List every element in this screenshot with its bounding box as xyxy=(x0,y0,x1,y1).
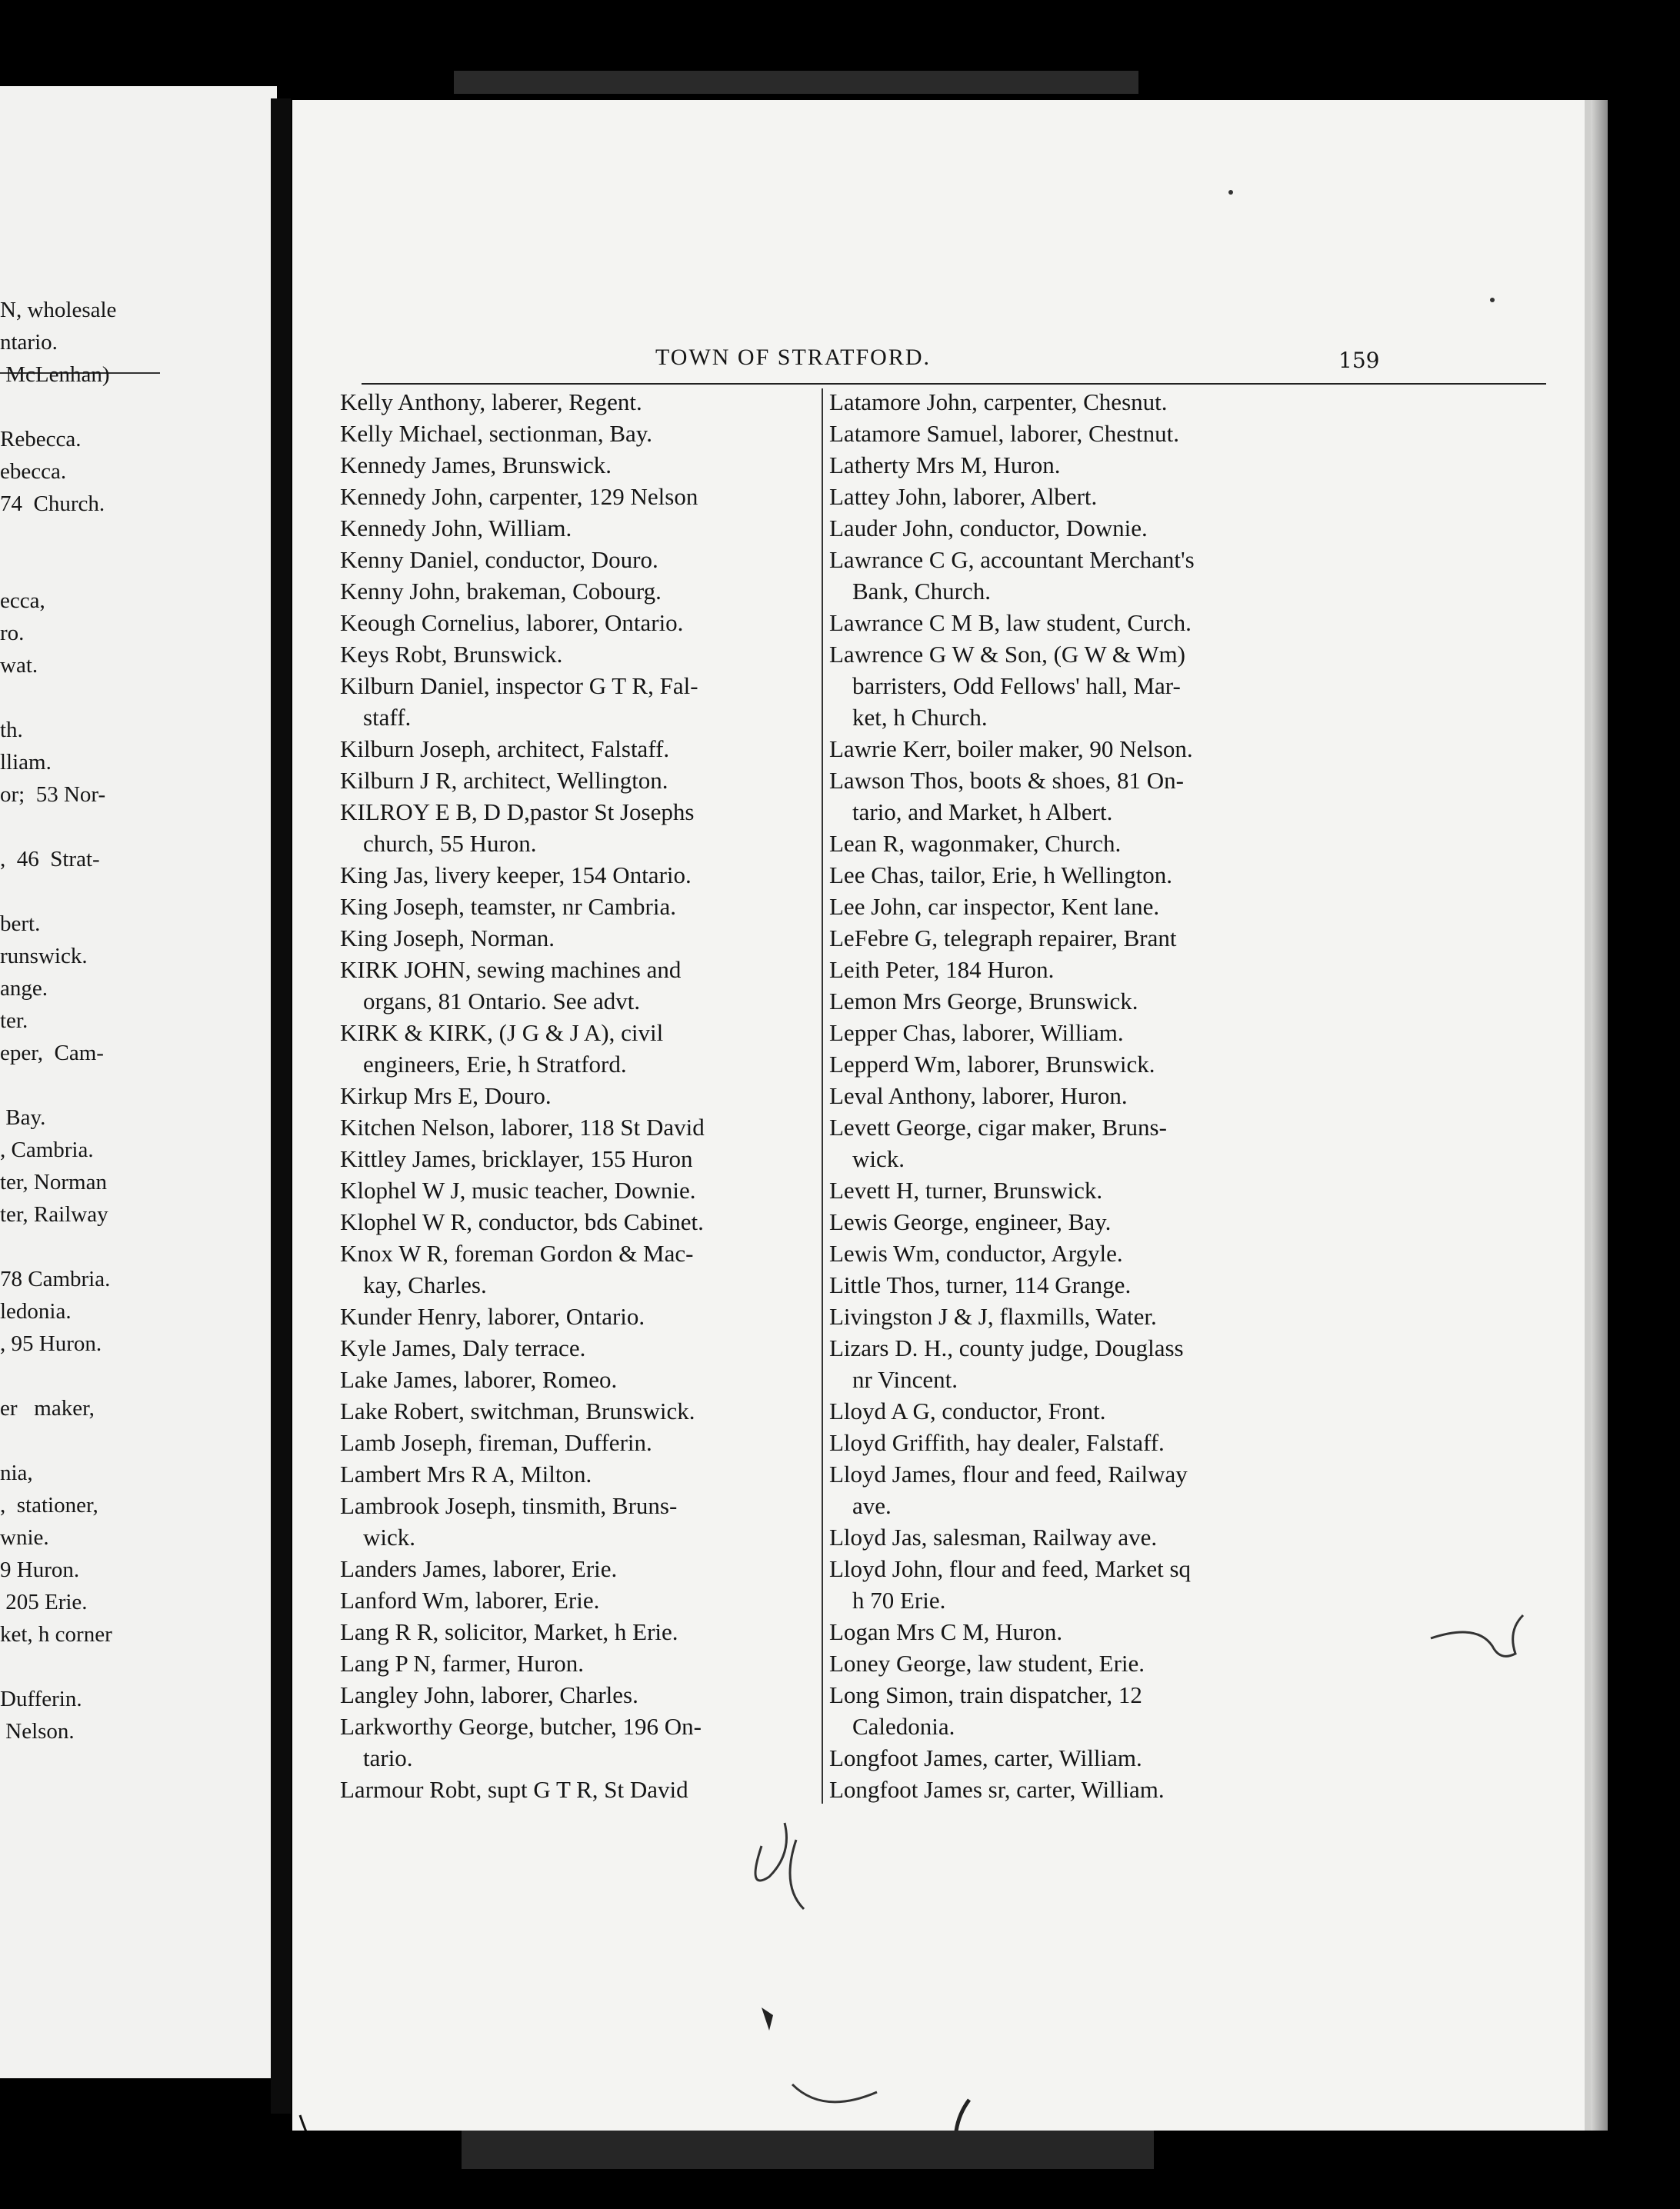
entry-continuation: tario. xyxy=(363,1744,413,1771)
entry-line: KILROY E B, D D,pastor St Josephs xyxy=(340,798,695,825)
entry-line: Lloyd James, flour and feed, Railway xyxy=(829,1461,1188,1488)
left-page-fragment-line: lliam. xyxy=(0,750,52,775)
entry-line: Kilburn Daniel, inspector G T R, Fal- xyxy=(340,672,698,699)
entry-line: Lewis Wm, conductor, Argyle. xyxy=(829,1240,1123,1267)
page-title: TOWN OF STRATFORD. xyxy=(655,345,931,370)
entry-line: Latherty Mrs M, Huron. xyxy=(829,451,1061,478)
entry-line: Little Thos, turner, 114 Grange. xyxy=(829,1271,1132,1298)
left-page-fragment-line: ro. xyxy=(0,621,25,645)
left-page-fragment-line: McLenhan) xyxy=(0,362,110,387)
scan-marks xyxy=(292,100,1608,2131)
entry-line: Leval Anthony, laborer, Huron. xyxy=(829,1082,1128,1109)
entry-line: Lauder John, conductor, Downie. xyxy=(829,515,1148,541)
entry-line: Lambrook Joseph, tinsmith, Bruns- xyxy=(340,1492,678,1519)
left-page-fragment-line: Bay. xyxy=(0,1105,46,1130)
left-page-fragment-line: er maker, xyxy=(0,1396,95,1421)
left-page-fragment-line: ter, Railway xyxy=(0,1202,108,1227)
entry-line: Levett H, turner, Brunswick. xyxy=(829,1177,1103,1204)
entry-line: Kenny John, brakeman, Cobourg. xyxy=(340,578,662,605)
entry-line: Kittley James, bricklayer, 155 Huron xyxy=(340,1145,693,1172)
left-page-fragment-line: ledonia. xyxy=(0,1299,72,1324)
entry-continuation: wick. xyxy=(852,1145,905,1172)
entry-continuation: wick. xyxy=(363,1524,416,1551)
left-page-fragment-line: ebecca. xyxy=(0,459,67,484)
left-page-fragment-line: runswick. xyxy=(0,944,88,968)
entry-line: Long Simon, train dispatcher, 12 xyxy=(829,1681,1142,1708)
left-page-fragment-line: ket, h corner xyxy=(0,1622,112,1647)
book-spine xyxy=(271,98,291,2114)
entry-line: Kitchen Nelson, laborer, 118 St David xyxy=(340,1114,705,1141)
entry-line: Lattey John, laborer, Albert. xyxy=(829,483,1098,510)
entry-line: Kunder Henry, laborer, Ontario. xyxy=(340,1303,645,1330)
entry-line: King Joseph, teamster, nr Cambria. xyxy=(340,893,676,920)
left-page-fragment-line: , 46 Strat- xyxy=(0,847,100,871)
scan-top-band xyxy=(454,71,1138,94)
entry-line: Lloyd A G, conductor, Front. xyxy=(829,1398,1106,1424)
left-page-fragment-line: 78 Cambria. xyxy=(0,1267,111,1291)
entry-continuation: h 70 Erie. xyxy=(852,1587,946,1614)
entry-continuation: church, 55 Huron. xyxy=(363,830,537,857)
entry-line: Lizars D. H., county judge, Douglass xyxy=(829,1334,1184,1361)
entry-line: Lean R, wagonmaker, Church. xyxy=(829,830,1122,857)
left-page-fragment-line: 205 Erie. xyxy=(0,1590,88,1614)
entry-line: Keough Cornelius, laborer, Ontario. xyxy=(340,609,684,636)
entry-line: Lloyd Griffith, hay dealer, Falstaff. xyxy=(829,1429,1165,1456)
entry-line: KIRK JOHN, sewing machines and xyxy=(340,956,682,983)
entry-line: Latamore John, carpenter, Chesnut. xyxy=(829,388,1168,415)
entry-line: Kyle James, Daly terrace. xyxy=(340,1334,586,1361)
left-page-fragment xyxy=(0,86,277,2078)
entry-line: Lawrie Kerr, boiler maker, 90 Nelson. xyxy=(829,735,1193,762)
entry-line: Kennedy John, William. xyxy=(340,515,572,541)
entry-line: Larmour Robt, supt G T R, St David xyxy=(340,1776,688,1803)
left-page-fragment-line: ntario. xyxy=(0,330,58,355)
entry-line: Knox W R, foreman Gordon & Mac- xyxy=(340,1240,694,1267)
entry-line: Kirkup Mrs E, Douro. xyxy=(340,1082,552,1109)
scan-bottom-band xyxy=(462,2131,1154,2169)
left-page-fragment-line: ter, Norman xyxy=(0,1170,107,1194)
entry-continuation: barristers, Odd Fellows' hall, Mar- xyxy=(852,672,1181,699)
entry-line: Lepperd Wm, laborer, Brunswick. xyxy=(829,1051,1155,1078)
entry-line: King Jas, livery keeper, 154 Ontario. xyxy=(340,861,692,888)
left-page-fragment-line: ter. xyxy=(0,1008,28,1033)
entry-line: Lawrence G W & Son, (G W & Wm) xyxy=(829,641,1185,668)
left-page-fragment-line: wat. xyxy=(0,653,38,678)
entry-line: King Joseph, Norman. xyxy=(340,925,555,951)
entry-continuation: kay, Charles. xyxy=(363,1271,487,1298)
entry-line: Lewis George, engineer, Bay. xyxy=(829,1208,1112,1235)
entry-line: Leith Peter, 184 Huron. xyxy=(829,956,1055,983)
directory-page xyxy=(292,100,1608,2131)
entry-line: KIRK & KIRK, (J G & J A), civil xyxy=(340,1019,664,1046)
entry-line: Landers James, laborer, Erie. xyxy=(340,1555,618,1582)
left-page-fragment-line: 9 Huron. xyxy=(0,1558,80,1582)
entry-line: Lloyd Jas, salesman, Railway ave. xyxy=(829,1524,1158,1551)
entry-continuation: engineers, Erie, h Stratford. xyxy=(363,1051,627,1078)
entry-continuation: nr Vincent. xyxy=(852,1366,958,1393)
entry-line: Lake Robert, switchman, Brunswick. xyxy=(340,1398,695,1424)
entry-line: Livingston J & J, flaxmills, Water. xyxy=(829,1303,1157,1330)
left-page-fragment-line: wnie. xyxy=(0,1525,49,1550)
left-page-fragment-line: , stationer, xyxy=(0,1493,98,1518)
left-page-fragment-line: , Cambria. xyxy=(0,1138,94,1162)
entry-continuation: ket, h Church. xyxy=(852,704,988,731)
entry-line: Kennedy John, carpenter, 129 Nelson xyxy=(340,483,698,510)
page-number: 159 xyxy=(1338,348,1380,373)
entry-line: Lawrance C M B, law student, Curch. xyxy=(829,609,1192,636)
left-page-fragment-line: Rebecca. xyxy=(0,427,82,451)
left-page-fragment-line: , 95 Huron. xyxy=(0,1331,102,1356)
entry-line: Levett George, cigar maker, Bruns- xyxy=(829,1114,1167,1141)
entry-continuation: organs, 81 Ontario. See advt. xyxy=(363,988,641,1015)
left-page-fragment-line: eper, Cam- xyxy=(0,1041,104,1065)
entry-line: Longfoot James sr, carter, William. xyxy=(829,1776,1165,1803)
left-page-fragment-line: N, wholesale xyxy=(0,298,117,322)
entry-line: Lambert Mrs R A, Milton. xyxy=(340,1461,592,1488)
entry-line: Kelly Anthony, laberer, Regent. xyxy=(340,388,642,415)
left-page-fragment-line: bert. xyxy=(0,911,41,936)
entry-line: Longfoot James, carter, William. xyxy=(829,1744,1142,1771)
entry-line: Lawson Thos, boots & shoes, 81 On- xyxy=(829,767,1184,794)
entry-continuation: Bank, Church. xyxy=(852,578,991,605)
entry-line: Lemon Mrs George, Brunswick. xyxy=(829,988,1138,1015)
left-page-fragment-line: 74 Church. xyxy=(0,491,105,516)
entry-line: Kilburn Joseph, architect, Falstaff. xyxy=(340,735,670,762)
entry-line: Keys Robt, Brunswick. xyxy=(340,641,563,668)
left-page-fragment-line: ecca, xyxy=(0,588,45,613)
entry-line: Lang P N, farmer, Huron. xyxy=(340,1650,584,1677)
left-page-fragment-line: ange. xyxy=(0,976,48,1001)
left-page-fragment-line: Nelson. xyxy=(0,1719,75,1744)
entry-line: Lepper Chas, laborer, William. xyxy=(829,1019,1124,1046)
entry-line: Lamb Joseph, fireman, Dufferin. xyxy=(340,1429,652,1456)
entry-line: Larkworthy George, butcher, 196 On- xyxy=(340,1713,702,1740)
entry-line: Klophel W R, conductor, bds Cabinet. xyxy=(340,1208,704,1235)
entry-line: Loney George, law student, Erie. xyxy=(829,1650,1145,1677)
entry-continuation: ave. xyxy=(852,1492,892,1519)
entry-line: Kelly Michael, sectionman, Bay. xyxy=(340,420,653,447)
entry-line: Kennedy James, Brunswick. xyxy=(340,451,612,478)
entry-line: Lake James, laborer, Romeo. xyxy=(340,1366,618,1393)
entry-continuation: Caledonia. xyxy=(852,1713,955,1740)
entry-line: Langley John, laborer, Charles. xyxy=(340,1681,638,1708)
left-page-fragment-line: nia, xyxy=(0,1461,33,1485)
entry-line: Lloyd John, flour and feed, Market sq xyxy=(829,1555,1192,1582)
entry-line: LeFebre G, telegraph repairer, Brant xyxy=(829,925,1177,951)
entry-line: Latamore Samuel, laborer, Chestnut. xyxy=(829,420,1180,447)
entry-continuation: tario, and Market, h Albert. xyxy=(852,798,1113,825)
entry-line: Lee John, car inspector, Kent lane. xyxy=(829,893,1160,920)
entry-line: Lang R R, solicitor, Market, h Erie. xyxy=(340,1618,678,1645)
left-page-fragment-line: th. xyxy=(0,718,23,742)
entry-line: Klophel W J, music teacher, Downie. xyxy=(340,1177,696,1204)
entry-line: Lee Chas, tailor, Erie, h Wellington. xyxy=(829,861,1172,888)
entry-continuation: staff. xyxy=(363,704,412,731)
entry-line: Kenny Daniel, conductor, Douro. xyxy=(340,546,658,573)
entry-line: Logan Mrs C M, Huron. xyxy=(829,1618,1063,1645)
entry-line: Lawrance C G, accountant Merchant's xyxy=(829,546,1195,573)
left-page-fragment-line: or; 53 Nor- xyxy=(0,782,106,807)
entry-line: Lanford Wm, laborer, Erie. xyxy=(340,1587,600,1614)
entry-line: Kilburn J R, architect, Wellington. xyxy=(340,767,668,794)
left-page-fragment-line: Dufferin. xyxy=(0,1687,82,1711)
